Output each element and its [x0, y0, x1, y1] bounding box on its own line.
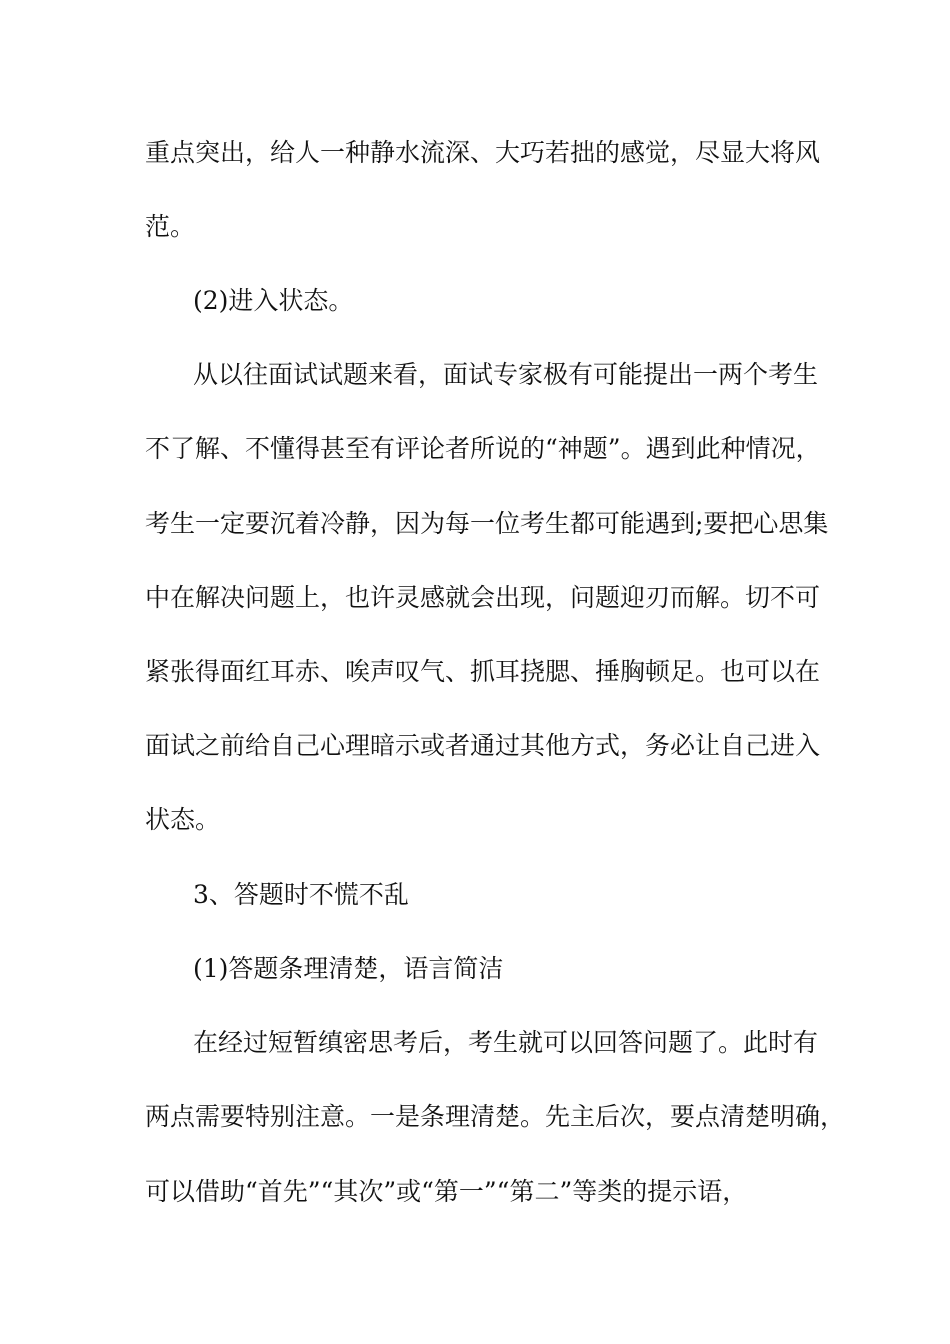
section-heading: 3、答题时不慌不乱 [193, 880, 409, 909]
text-line: 考生一定要沉着冷静，因为每一位考生都可能遇到;要把心思集 [145, 509, 829, 538]
text-line: 从以往面试试题来看，面试专家极有可能提出一两个考生 [193, 360, 819, 389]
section-heading: (2)进入状态。 [193, 286, 354, 315]
text-line: 可以借助“首先”“其次”或“第一”“第二”等类的提示语， [145, 1177, 748, 1206]
text-line: 状态。 [145, 805, 221, 834]
text-line: 面试之前给自己心理暗示或者通过其他方式，务必让自己进入 [145, 731, 821, 760]
text-line: 中在解决问题上，也许灵感就会出现，问题迎刃而解。切不可 [145, 583, 821, 612]
text-line: 不了解、不懂得甚至有评论者所说的“神题”。遇到此种情况， [145, 434, 821, 463]
text-line: 范。 [145, 212, 196, 241]
text-line: 在经过短暂缜密思考后，考生就可以回答问题了。此时有 [193, 1028, 819, 1057]
text-line: 两点需要特别注意。一是条理清楚。先主后次，要点清楚明确， [145, 1102, 846, 1131]
section-heading: (1)答题条理清楚，语言简洁 [193, 954, 504, 983]
text-line: 重点突出，给人一种静水流深、大巧若拙的感觉，尽显大将风 [145, 138, 821, 167]
text-line: 紧张得面红耳赤、唉声叹气、抓耳挠腮、捶胸顿足。也可以在 [145, 657, 821, 686]
